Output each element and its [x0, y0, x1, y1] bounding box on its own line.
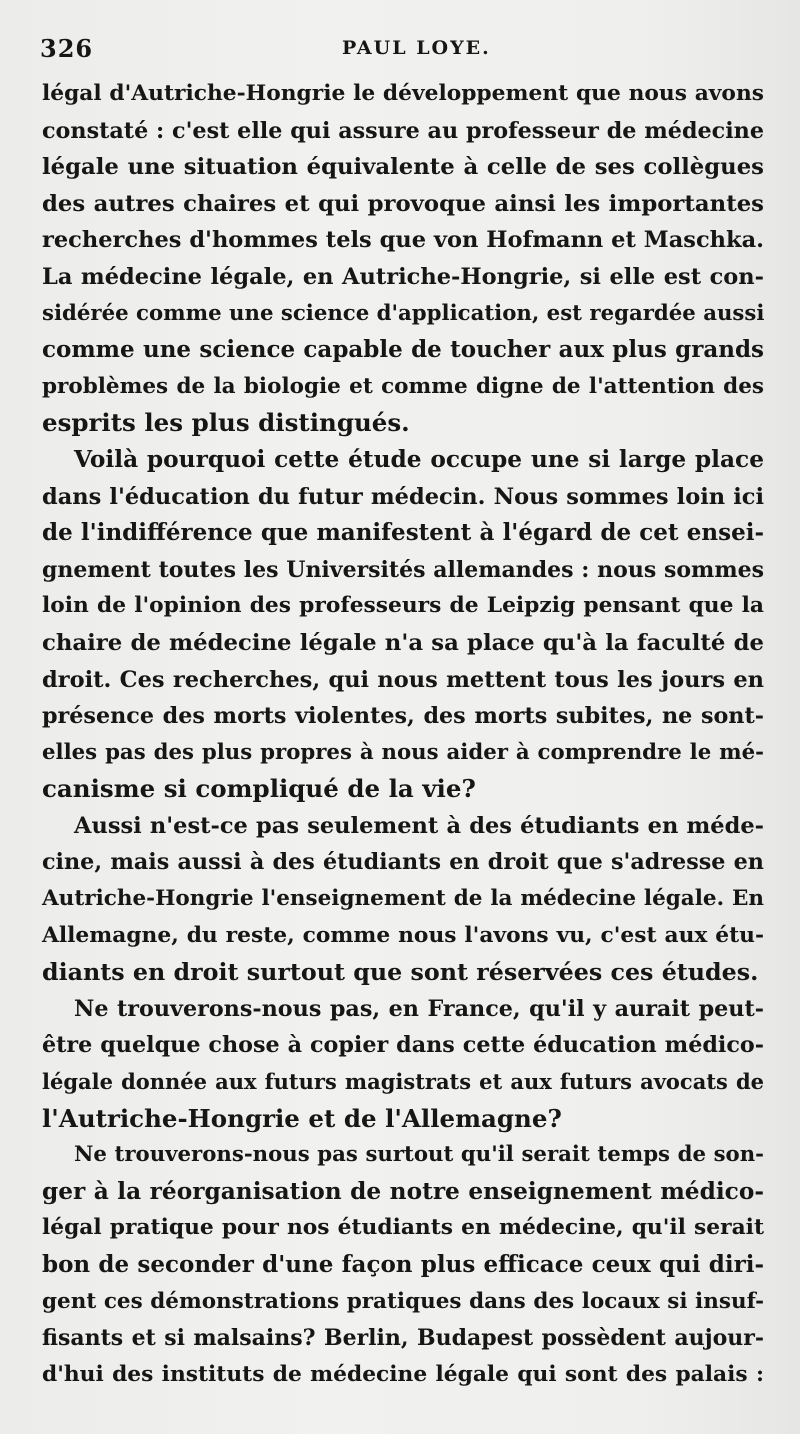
- text-line: de l'indifférence que manifestent à l'égard de cet ensei-: [42, 519, 764, 547]
- text-line: La médecine légale, en Autriche-Hongrie, si elle est con-: [42, 263, 764, 290]
- text-line: constaté : c'est elle qui assure au professeur de médecine: [42, 117, 764, 144]
- text-line: esprits les plus distingués.: [42, 408, 410, 438]
- text-line: bon de seconder d'une façon plus efficace ceux qui diri-: [42, 1251, 764, 1278]
- text-line: dans l'éducation du futur médecin. Nous sommes loin ici: [42, 483, 764, 510]
- text-line: Ne trouverons-nous pas surtout qu'il serait temps de son-: [74, 1142, 764, 1168]
- text-line: ger à la réorganisation de notre enseignement médico-: [42, 1177, 764, 1205]
- text-line: loin de l'opinion des professeurs de Leipzig pensant que la: [42, 593, 764, 619]
- text-line: légale donnée aux futurs magistrats et aux futurs avocats de: [42, 1069, 764, 1095]
- text-line: droit. Ces recherches, qui nous mettent tous les jours en: [42, 666, 764, 693]
- text-line: l'Autriche-Hongrie et de l'Allemagne?: [42, 1103, 562, 1133]
- text-line: Voilà pourquoi cette étude occupe une si large place: [74, 445, 764, 473]
- text-line: gnement toutes les Universités allemandes : nous sommes: [42, 556, 764, 583]
- page-header: [40, 34, 760, 70]
- text-line: des autres chaires et qui provoque ainsi les importantes: [42, 190, 764, 217]
- text-line: problèmes de la biologie et comme digne de l'attention des: [42, 373, 764, 399]
- text-line: légale une situation équivalente à celle de ses collègues: [42, 154, 764, 181]
- text-line: elles pas des plus propres à nous aider à comprendre le mé-: [42, 739, 764, 765]
- text-line: diants en droit surtout que sont réservées ces études.: [42, 958, 759, 987]
- page-number: 326: [40, 34, 94, 63]
- text-line: être quelque chose à copier dans cette éducation médico-: [42, 1032, 764, 1059]
- text-line: gent ces démonstrations pratiques dans des locaux si insuf-: [42, 1288, 764, 1314]
- text-line: d'hui des instituts de médecine légale qui sont des palais :: [42, 1361, 764, 1387]
- text-line: recherches d'hommes tels que von Hofmann et Maschka.: [42, 227, 764, 254]
- text-line: Allemagne, du reste, comme nous l'avons vu, c'est aux étu-: [42, 922, 764, 948]
- text-line: présence des morts violentes, des morts subites, ne sont-: [42, 703, 764, 730]
- text-line: légal pratique pour nos étudiants en médecine, qu'il serait: [42, 1215, 764, 1241]
- running-head: PAUL LOYE.: [342, 37, 491, 59]
- text-line: cine, mais aussi à des étudiants en droit que s'adresse en: [42, 849, 764, 876]
- text-line: comme une science capable de toucher aux plus grands: [42, 336, 764, 364]
- body-text: [42, 76, 764, 1393]
- text-line: canisme si compliqué de la vie?: [42, 774, 476, 804]
- text-line: légal d'Autriche-Hongrie le développement que nous avons: [42, 81, 764, 106]
- text-line: Aussi n'est-ce pas seulement à des étudiants en méde-: [74, 812, 764, 839]
- text-line: chaire de médecine légale n'a sa place qu'à la faculté de: [42, 629, 764, 656]
- text-line: Ne trouverons-nous pas, en France, qu'il y aurait peut-: [74, 995, 764, 1022]
- text-line: sidérée comme une science d'application, est regardée aussi: [42, 300, 765, 326]
- text-line: Autriche-Hongrie l'enseignement de la médecine légale. En: [42, 886, 764, 912]
- text-line: fisants et si malsains? Berlin, Budapest possèdent aujour-: [42, 1325, 764, 1352]
